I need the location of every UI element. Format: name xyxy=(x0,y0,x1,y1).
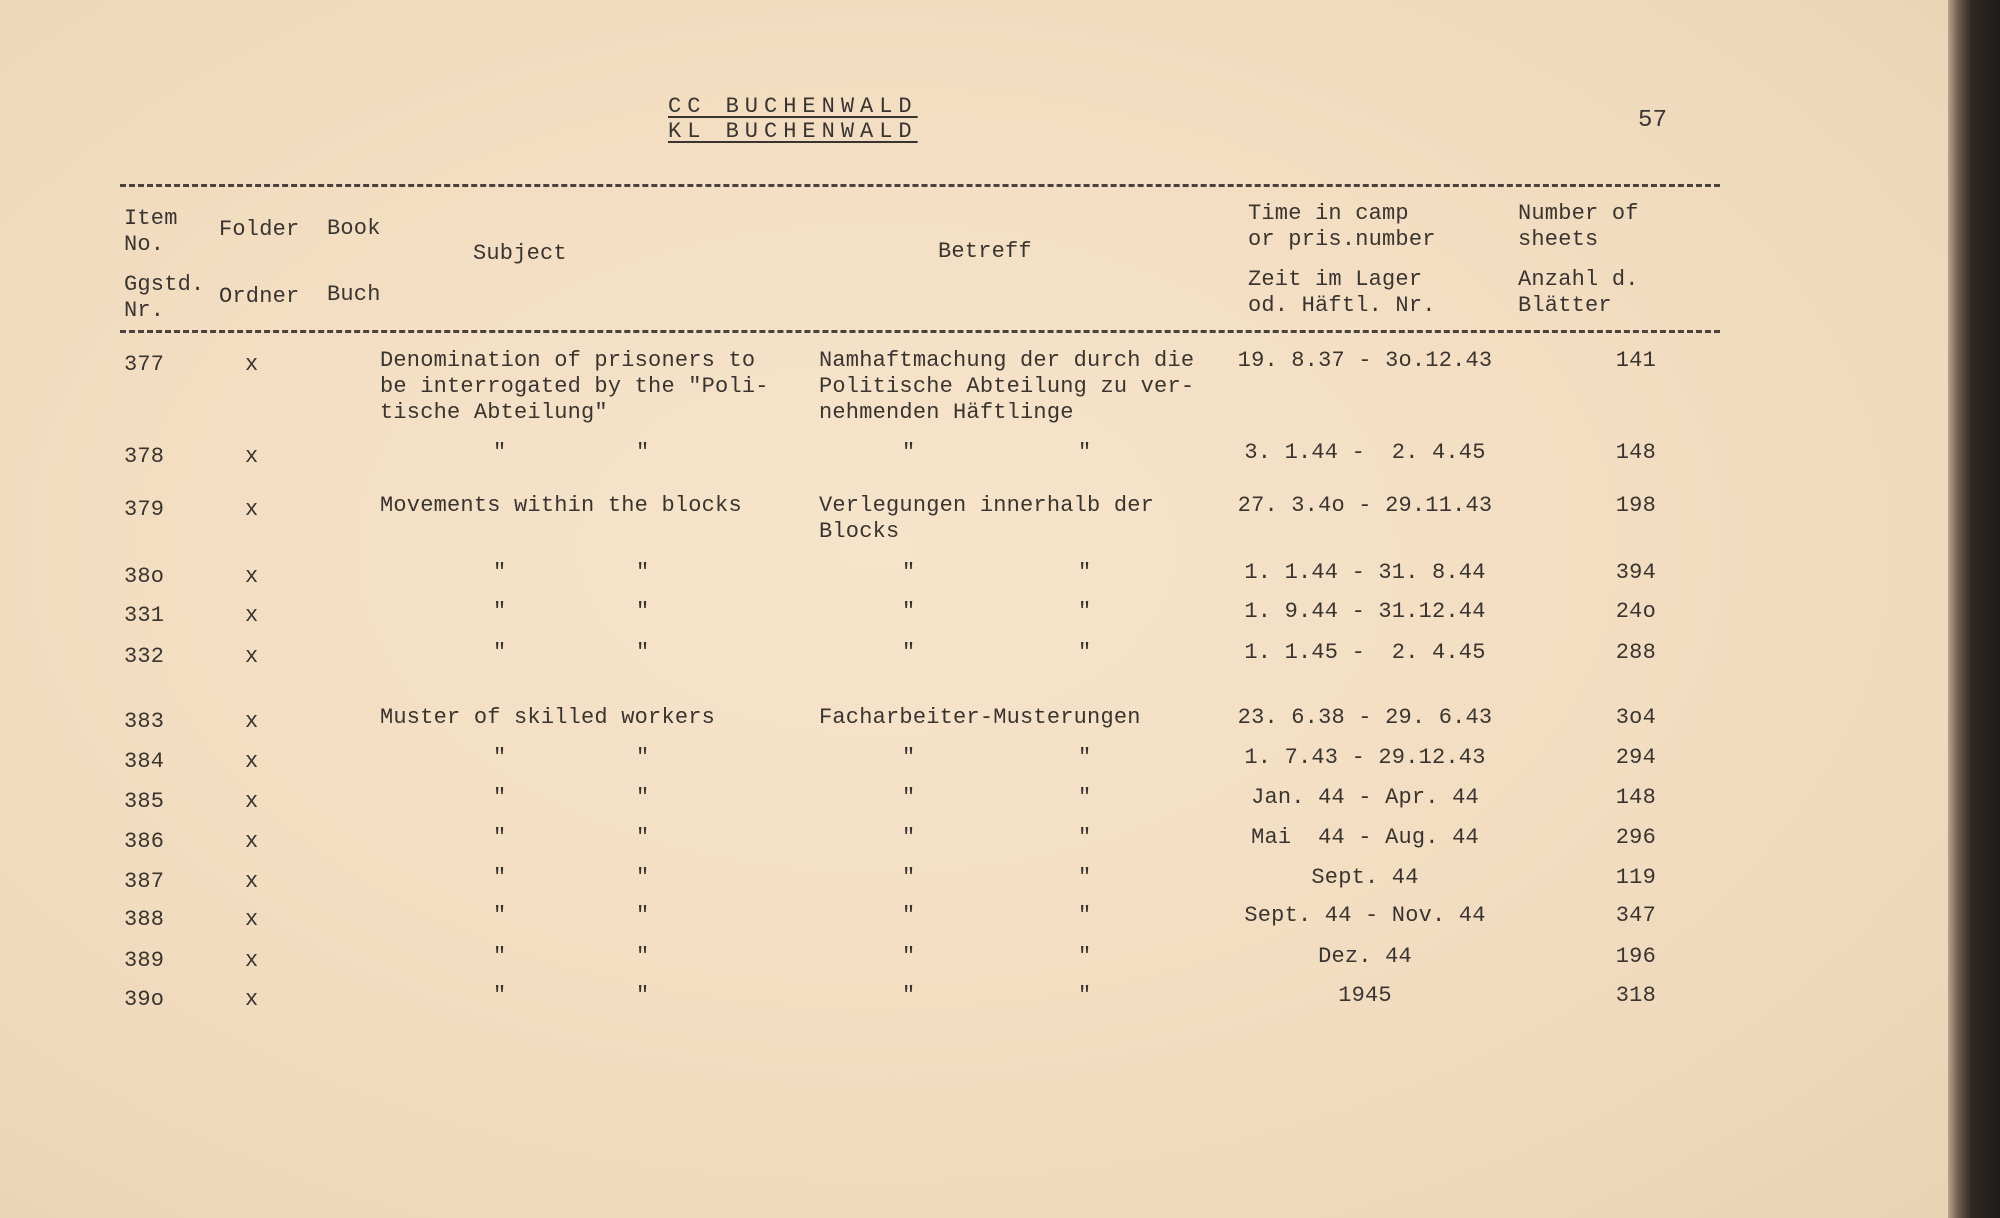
time-in-camp: Sept. 44 xyxy=(1311,865,1419,890)
ditto-mark: " xyxy=(493,640,507,665)
folder-mark: x xyxy=(245,709,259,734)
col-item-en: Item No. xyxy=(124,206,178,257)
item-number: 388 xyxy=(124,907,165,932)
col-book-en: Book xyxy=(327,216,381,241)
page-number: 57 xyxy=(1638,107,1668,134)
book-binding xyxy=(1948,0,2000,1218)
ditto-mark: " xyxy=(636,745,650,770)
time-in-camp: 27. 3.4o - 29.11.43 xyxy=(1237,493,1493,518)
ditto-mark: " xyxy=(636,785,650,810)
ditto-mark: " xyxy=(636,560,650,585)
item-number: 384 xyxy=(124,749,165,774)
time-in-camp: Dez. 44 xyxy=(1318,944,1412,969)
title-line-1: CC BUCHENWALD xyxy=(668,94,918,119)
item-number: 386 xyxy=(124,829,165,854)
ditto-mark: " xyxy=(902,785,916,810)
item-number: 332 xyxy=(124,644,165,669)
ditto-mark: " xyxy=(902,903,916,928)
sheet-count: 288 xyxy=(1615,640,1656,665)
col-subject: Subject xyxy=(473,241,567,266)
ditto-mark: " xyxy=(636,983,650,1008)
ditto-mark: " xyxy=(902,983,916,1008)
col-time-de: Zeit im Lager od. Häftl. Nr. xyxy=(1248,267,1436,318)
folder-mark: x xyxy=(245,352,259,377)
folder-mark: x xyxy=(245,869,259,894)
title-line-2: KL BUCHENWALD xyxy=(668,119,918,144)
ditto-mark: " xyxy=(1078,745,1092,770)
subject-text: Movements within the blocks xyxy=(380,493,742,518)
folder-mark: x xyxy=(245,444,259,469)
ditto-mark: " xyxy=(902,745,916,770)
time-in-camp: 1. 7.43 - 29.12.43 xyxy=(1244,745,1486,770)
time-in-camp: 19. 8.37 - 3o.12.43 xyxy=(1237,348,1493,373)
folder-mark: x xyxy=(245,948,259,973)
ditto-mark: " xyxy=(493,944,507,969)
ditto-mark: " xyxy=(902,865,916,890)
ditto-mark: " xyxy=(902,944,916,969)
top-rule xyxy=(120,184,1720,187)
ditto-mark: " xyxy=(1078,944,1092,969)
ditto-mark: " xyxy=(1078,865,1092,890)
ditto-mark: " xyxy=(636,865,650,890)
time-in-camp: 3. 1.44 - 2. 4.45 xyxy=(1244,440,1486,465)
col-sheets-en: Number of sheets xyxy=(1518,201,1639,252)
sheet-count: 394 xyxy=(1615,560,1656,585)
time-in-camp: 1945 xyxy=(1338,983,1392,1008)
ditto-mark: " xyxy=(636,903,650,928)
ditto-mark: " xyxy=(636,599,650,624)
folder-mark: x xyxy=(245,987,259,1012)
betreff-text: Verlegungen innerhalb der Blocks xyxy=(819,493,1155,544)
ditto-mark: " xyxy=(1078,599,1092,624)
sheet-count: 196 xyxy=(1615,944,1656,969)
item-number: 387 xyxy=(124,869,165,894)
col-item-de: Ggstd. Nr. xyxy=(124,272,205,323)
time-in-camp: Sept. 44 - Nov. 44 xyxy=(1244,903,1486,928)
ditto-mark: " xyxy=(493,440,507,465)
subject-text: Muster of skilled workers xyxy=(380,705,716,730)
ditto-mark: " xyxy=(902,560,916,585)
ditto-mark: " xyxy=(902,825,916,850)
folder-mark: x xyxy=(245,603,259,628)
ditto-mark: " xyxy=(1078,785,1092,810)
sheet-count: 198 xyxy=(1615,493,1656,518)
ditto-mark: " xyxy=(1078,903,1092,928)
col-folder-en: Folder xyxy=(219,217,300,242)
ditto-mark: " xyxy=(493,983,507,1008)
col-betreff: Betreff xyxy=(938,239,1032,264)
ditto-mark: " xyxy=(1078,983,1092,1008)
folder-mark: x xyxy=(245,497,259,522)
folder-mark: x xyxy=(245,564,259,589)
ditto-mark: " xyxy=(902,640,916,665)
item-number: 385 xyxy=(124,789,165,814)
subject-text: Denomination of prisoners to be interrogated by the "Poli- tische Abteilung" xyxy=(380,348,769,425)
table-row xyxy=(0,348,1948,428)
sheet-count: 148 xyxy=(1615,785,1656,810)
header-rule xyxy=(120,330,1720,333)
ditto-mark: " xyxy=(493,785,507,810)
ditto-mark: " xyxy=(493,599,507,624)
item-number: 331 xyxy=(124,603,165,628)
sheet-count: 296 xyxy=(1615,825,1656,850)
ditto-mark: " xyxy=(1078,825,1092,850)
ditto-mark: " xyxy=(493,745,507,770)
item-number: 38o xyxy=(124,564,165,589)
ditto-mark: " xyxy=(493,825,507,850)
ditto-mark: " xyxy=(1078,560,1092,585)
ditto-mark: " xyxy=(493,903,507,928)
ditto-mark: " xyxy=(493,560,507,585)
item-number: 377 xyxy=(124,352,165,377)
ditto-mark: " xyxy=(1078,640,1092,665)
item-number: 383 xyxy=(124,709,165,734)
sheet-count: 24o xyxy=(1615,599,1656,624)
col-time-en: Time in camp or pris.number xyxy=(1248,201,1436,252)
item-number: 378 xyxy=(124,444,165,469)
folder-mark: x xyxy=(245,907,259,932)
col-sheets-de: Anzahl d. Blätter xyxy=(1518,267,1639,318)
folder-mark: x xyxy=(245,789,259,814)
time-in-camp: 1. 1.45 - 2. 4.45 xyxy=(1244,640,1486,665)
sheet-count: 294 xyxy=(1615,745,1656,770)
ditto-mark: " xyxy=(636,825,650,850)
folder-mark: x xyxy=(245,644,259,669)
time-in-camp: Mai 44 - Aug. 44 xyxy=(1251,825,1479,850)
ditto-mark: " xyxy=(1078,440,1092,465)
sheet-count: 347 xyxy=(1615,903,1656,928)
ditto-mark: " xyxy=(636,640,650,665)
sheet-count: 318 xyxy=(1615,983,1656,1008)
ditto-mark: " xyxy=(902,440,916,465)
folder-mark: x xyxy=(245,749,259,774)
sheet-count: 119 xyxy=(1615,865,1656,890)
time-in-camp: 1. 9.44 - 31.12.44 xyxy=(1244,599,1486,624)
ditto-mark: " xyxy=(636,944,650,969)
col-folder-de: Ordner xyxy=(219,284,300,309)
item-number: 39o xyxy=(124,987,165,1012)
time-in-camp: 1. 1.44 - 31. 8.44 xyxy=(1244,560,1486,585)
sheet-count: 141 xyxy=(1615,348,1656,373)
sheet-count: 148 xyxy=(1615,440,1656,465)
sheet-count: 3o4 xyxy=(1615,705,1656,730)
item-number: 379 xyxy=(124,497,165,522)
table-row xyxy=(0,983,1948,1063)
col-book-de: Buch xyxy=(327,282,381,307)
betreff-text: Facharbeiter-Musterungen xyxy=(819,705,1141,730)
item-number: 389 xyxy=(124,948,165,973)
betreff-text: Namhaftmachung der durch die Politische Abteilung zu ver- nehmenden Häftlinge xyxy=(819,348,1195,425)
time-in-camp: Jan. 44 - Apr. 44 xyxy=(1251,785,1479,810)
ditto-mark: " xyxy=(636,440,650,465)
time-in-camp: 23. 6.38 - 29. 6.43 xyxy=(1237,705,1493,730)
ditto-mark: " xyxy=(493,865,507,890)
folder-mark: x xyxy=(245,829,259,854)
ditto-mark: " xyxy=(902,599,916,624)
